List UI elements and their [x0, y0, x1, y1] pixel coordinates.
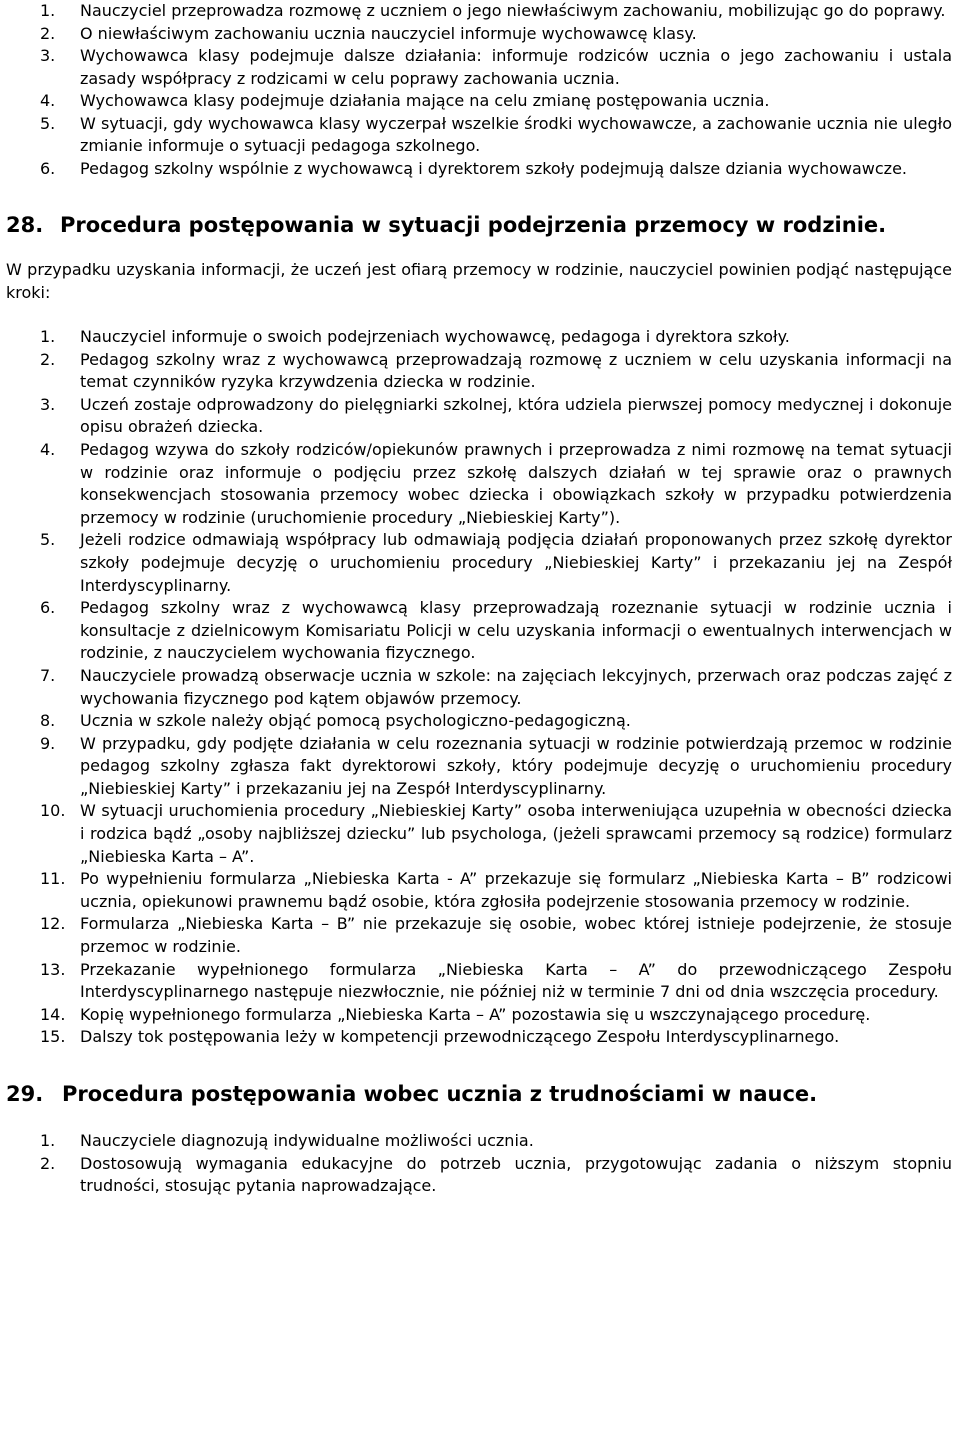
- list-item: [6, 349, 952, 394]
- list-item-text: Dostosowują wymagania edukacyjne do potrzeb ucznia, przygotowując zadania o niższym stopniu trudności, stosując pytania naprowadzające.: [80, 1153, 952, 1195]
- list-item: [6, 959, 952, 1004]
- list-item-text: Nauczyciele diagnozują indywidualne możliwości ucznia.: [80, 1131, 534, 1150]
- list-item-number: 7.: [40, 665, 56, 685]
- list-item-number: 1.: [40, 1, 56, 20]
- section-29-heading: [6, 1082, 952, 1106]
- section-29-steps: [6, 1130, 952, 1198]
- list-item: [6, 158, 952, 181]
- list-item: [6, 597, 952, 665]
- list-item-text: Ucznia w szkole należy objąć pomocą psychologiczno-pedagogiczną.: [80, 711, 631, 731]
- list-item: [6, 394, 952, 439]
- section-title: Procedura postępowania wobec ucznia z trudnościami w nauce.: [62, 1082, 818, 1106]
- list-item: [6, 868, 952, 913]
- section-number: 28.: [6, 213, 44, 237]
- list-item-number: 6.: [40, 598, 56, 618]
- list-item: [6, 23, 952, 46]
- list-item-number: 3.: [40, 394, 56, 414]
- list-item-text: W sytuacji, gdy wychowawca klasy wyczerpał wszelkie środki wychowawcze, a zachowanie ucznia nie uległo zmianie informuje o sytuacji pedagoga szkolnego.: [80, 113, 952, 155]
- list-item: [6, 1026, 952, 1049]
- list-item: [6, 800, 952, 868]
- section-28-heading: [6, 213, 952, 237]
- list-item: [6, 665, 952, 710]
- list-item-number: 5.: [40, 530, 56, 550]
- list-item-text: Nauczyciel informuje o swoich podejrzeniach wychowawcę, pedagoga i dyrektora szkoły.: [80, 327, 790, 346]
- list-item-text: Pedagog szkolny wspólnie z wychowawcą i dyrektorem szkoły podejmują dalsze dziania wychowawcze.: [80, 158, 907, 178]
- section-title: Procedura postępowania w sytuacji podejrzenia przemocy w rodzinie.: [60, 213, 887, 237]
- list-item-number: 14.: [40, 1004, 66, 1024]
- list-item: [6, 1130, 952, 1153]
- list-item-text: Wychowawca klasy podejmuje dalsze działania: informuje rodziców ucznia o jego zachowaniu i ustala zasady współpracy z rodzicami w celu poprawy zachowania ucznia.: [80, 46, 952, 88]
- list-item: [6, 0, 952, 23]
- list-item-text: Formularza „Niebieska Karta – B” nie przekazuje się osobie, wobec której istnieje podejrzenie, że stosuje przemoc w rodzinie.: [80, 914, 952, 957]
- list-item: [6, 113, 952, 158]
- list-item: [6, 710, 952, 733]
- list-item-number: 8.: [40, 711, 56, 731]
- list-item: [6, 529, 952, 597]
- list-item-text: Po wypełnieniu formularza „Niebieska Karta - A” przekazuje się formularz „Niebieska Karta – B” rodzicowi ucznia, opiekunowi prawnemu bądź osobie, która zgłosiła podejrzenie stosowania przemocy w rodzinie.: [80, 869, 952, 911]
- list-item-number: 15.: [40, 1027, 66, 1047]
- list-item-text: Wychowawca klasy podejmuje działania mające na celu zmianę postępowania ucznia.: [80, 91, 770, 110]
- section-28-intro: W przypadku uzyskania informacji, że uczeń jest ofiarą przemocy w rodzinie, nauczyciel powinien podjąć następujące kroki:: [6, 260, 952, 302]
- list-item: [6, 326, 952, 349]
- section-28-steps: [6, 326, 952, 1049]
- list-item-text: Przekazanie wypełnionego formularza „Niebieska Karta – A” do przewodniczącego Zespołu Interdyscyplinarnego następuje niezwłocznie, nie później niż w terminie 7 dni od dnia wszczęcia procedury.: [80, 959, 952, 1002]
- list-item-number: 9.: [40, 733, 56, 753]
- procedure-continuation-list: [6, 0, 952, 180]
- list-item-number: 4.: [40, 91, 56, 110]
- list-item: [6, 90, 952, 113]
- list-item-text: Uczeń zostaje odprowadzony do pielęgniarki szkolnej, która udziela pierwszej pomocy medycznej i dokonuje opisu obrażeń dziecka.: [80, 394, 952, 437]
- list-item-number: 13.: [40, 959, 66, 979]
- list-item-number: 10.: [40, 801, 66, 821]
- list-item-number: 5.: [40, 113, 56, 133]
- list-item-text: W przypadku, gdy podjęte działania w celu rozeznania sytuacji w rodzinie potwierdzają przemoc w rodzinie pedagog szkolny zgłasza fakt dyrektorowi szkoły, który podejmuje decyzję o uruchomieniu procedury „Niebieskiej Karty” i przekazaniu jej na Zespół Interdyscyplinarny.: [80, 733, 952, 798]
- list-item-text: Pedagog wzywa do szkoły rodziców/opiekunów prawnych i przeprowadza z nimi rozmowę na temat sytuacji w rodzinie oraz informuje o podjęciu przez szkołę dalszych działań w tej sprawie oraz o prawnych konsekwencjach stosowania przemocy wobec dziecka i obowiązkach szkoły w przypadku potwierdzenia przemocy w rodzinie (uruchomienie procedury „Niebieskiej Karty”).: [80, 439, 952, 527]
- list-item-number: 2.: [40, 23, 56, 43]
- list-item-number: 6.: [40, 158, 56, 178]
- list-item-number: 1.: [40, 1131, 56, 1150]
- list-item-text: Jeżeli rodzice odmawiają współpracy lub odmawiają podjęcia działań proponowanych przez szkołę dyrektor szkoły podejmuje decyzję o uruchomieniu procedury „Niebieskiej Karty” i przekazaniu jej na Zespół Interdyscyplinarny.: [80, 530, 952, 595]
- list-item-number: 3.: [40, 46, 56, 65]
- list-item-number: 2.: [40, 1153, 56, 1173]
- list-item-text: Nauczyciel przeprowadza rozmowę z uczniem o jego niewłaściwym zachowaniu, mobilizując go do poprawy.: [80, 1, 946, 20]
- list-item-text: Pedagog szkolny wraz z wychowawcą przeprowadzają rozmowę z uczniem w celu uzyskania informacji na temat czynników ryzyka krzywdzenia dziecka w rodzinie.: [80, 349, 952, 392]
- list-item-text: Kopię wypełnionego formularza „Niebieska Karta – A” pozostawia się u wszczynającego procedurę.: [80, 1004, 871, 1024]
- section-number: 29.: [6, 1082, 44, 1106]
- list-item: [6, 1004, 952, 1027]
- list-item-number: 4.: [40, 439, 56, 459]
- list-item-text: Pedagog szkolny wraz z wychowawcą klasy przeprowadzają rozeznanie sytuacji w rodzinie ucznia i konsultacje z dzielnicowym Komisariatu Policji w celu uzyskania informacji o ewentualnych interwencjach w rodzinie, z nauczycielem wychowania fizycznego.: [80, 598, 952, 663]
- list-item-text: Dalszy tok postępowania leży w kompetencji przewodniczącego Zespołu Interdyscyplinarnego.: [80, 1027, 840, 1047]
- list-item-text: W sytuacji uruchomienia procedury „Niebieskiej Karty” osoba interweniująca uzupełnia w obecności dziecka i rodzica bądź „osoby najbliższej dziecku” lub psychologa, (jeżeli sprawcami przemocy są rodzice) formularz „Niebieska Karta – A”.: [80, 801, 952, 866]
- list-item: [6, 439, 952, 529]
- list-item-number: 11.: [40, 869, 66, 889]
- list-item: [6, 733, 952, 801]
- list-item: [6, 1153, 952, 1198]
- list-item-text: O niewłaściwym zachowaniu ucznia nauczyciel informuje wychowawcę klasy.: [80, 23, 697, 43]
- list-item-number: 12.: [40, 914, 66, 934]
- list-item: [6, 913, 952, 958]
- list-item: [6, 45, 952, 90]
- list-item-number: 1.: [40, 327, 56, 346]
- list-item-number: 2.: [40, 349, 56, 369]
- list-item-text: Nauczyciele prowadzą obserwacje ucznia w szkole: na zajęciach lekcyjnych, przerwach oraz podczas zajęć z wychowania fizycznego pod kątem objawów przemocy.: [80, 665, 952, 708]
